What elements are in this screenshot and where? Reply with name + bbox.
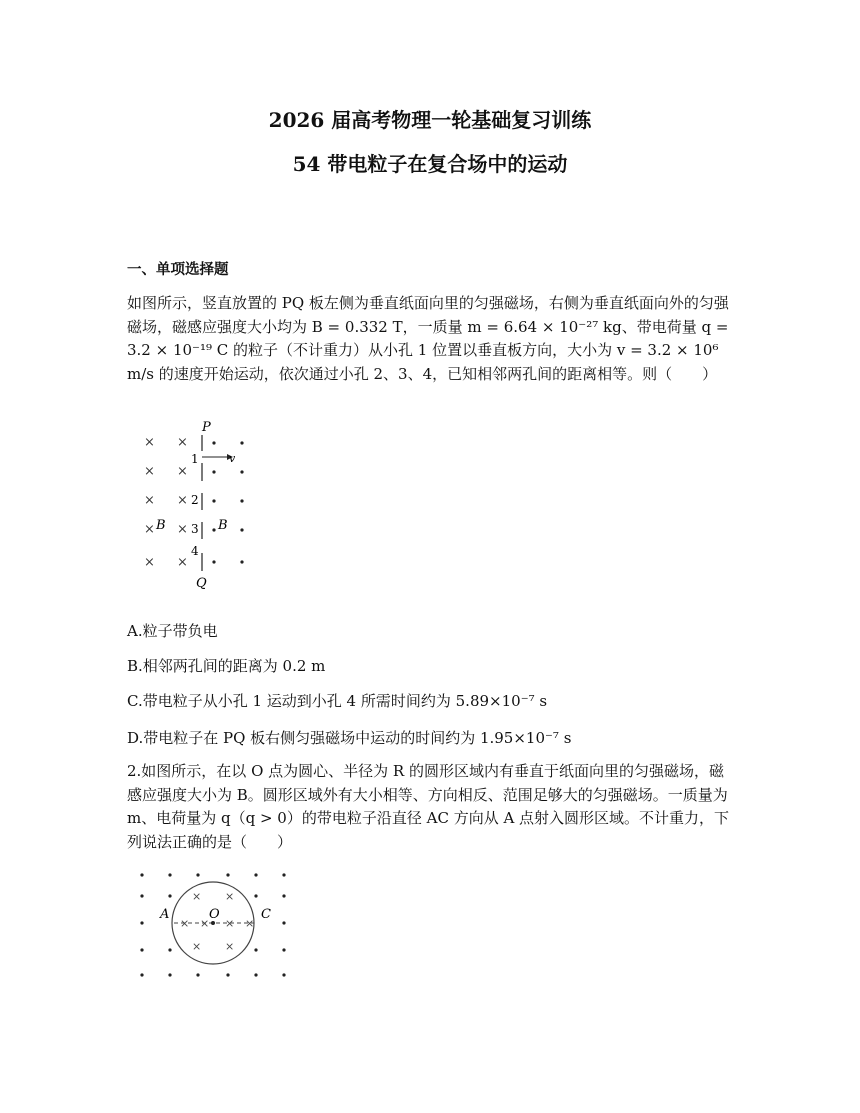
figure-circle-field <box>130 865 300 985</box>
hole-label-3: 3 <box>191 522 199 536</box>
label-v: v <box>229 452 236 465</box>
svg-text:×: × <box>192 940 202 953</box>
label-b-right: B <box>218 518 228 533</box>
label-p: P <box>202 420 211 435</box>
section-title: 一、单项选择题 <box>127 261 229 278</box>
label-a: A <box>160 907 170 922</box>
label-b-left: B <box>156 518 166 533</box>
option-a[interactable]: A.粒子带负电 <box>127 622 218 640</box>
svg-text:×: × <box>180 917 190 930</box>
label-q: Q <box>196 576 207 591</box>
svg-text:×: × <box>245 917 255 930</box>
question-1-text: 如图所示，竖直放置的 PQ 板左侧为垂直纸面向里的匀强磁场，右侧为垂直纸面向外的匀强磁场，磁感应强度大小均为 B = 0.332 T，一质量 m = 6.64 × 10⁻²⁷ kg、带电荷量 q = 3.2 × 10⁻¹⁹ C 的粒子（不计重力）从小孔 1 位置以垂直板方向，大小为 v = 3.2 × 10⁶ m/s 的速度开始运动，依次通过小孔 2、3、4，已知相邻两孔间的距离相等。则（ ） <box>127 294 729 383</box>
svg-text:×: × <box>144 435 155 450</box>
hole-label-1: 1 <box>191 452 199 466</box>
svg-text:×: × <box>177 464 188 479</box>
page-title: 2026 届高考物理一轮基础复习训练 <box>268 108 592 132</box>
label-c: C <box>261 907 271 922</box>
hole-label-2: 2 <box>191 493 199 507</box>
svg-text:×: × <box>200 917 210 930</box>
cross-field-marks <box>144 435 188 570</box>
svg-text:×: × <box>225 917 235 930</box>
option-b[interactable]: B.相邻两孔间的距离为 0.2 m <box>127 657 326 675</box>
svg-text:×: × <box>177 493 188 508</box>
svg-text:×: × <box>225 890 235 903</box>
svg-text:×: × <box>192 890 202 903</box>
page-subtitle: 54 带电粒子在复合场中的运动 <box>292 152 568 176</box>
option-c[interactable]: C.带电粒子从小孔 1 运动到小孔 4 所需时间约为 5.89×10⁻⁷ s <box>127 692 548 710</box>
svg-text:×: × <box>144 522 155 537</box>
svg-text:×: × <box>177 555 188 570</box>
option-d[interactable]: D.带电粒子在 PQ 板右侧匀强磁场中运动的时间约为 1.95×10⁻⁷ s <box>127 729 572 747</box>
svg-text:×: × <box>177 435 188 450</box>
question-2-text: 2.如图所示，在以 O 点为圆心、半径为 R 的圆形区域内有垂直于纸面向里的匀强磁场，磁感应强度大小为 B。圆形区域外有大小相等、方向相反、范围足够大的匀强磁场。一质量为 m、电荷量为 q（q > 0）的带电粒子沿直径 AC 方向从 A 点射入圆形区域。不计重力，下列说法正确的是（ ） <box>127 762 730 851</box>
figure-pq-plate <box>130 415 270 595</box>
svg-text:×: × <box>144 555 155 570</box>
svg-text:×: × <box>144 464 155 479</box>
hole-label-4: 4 <box>191 544 199 558</box>
svg-text:×: × <box>177 522 188 537</box>
dot-field-marks <box>212 441 243 563</box>
svg-text:×: × <box>225 940 235 953</box>
label-o: O <box>209 907 220 922</box>
svg-text:×: × <box>144 493 155 508</box>
